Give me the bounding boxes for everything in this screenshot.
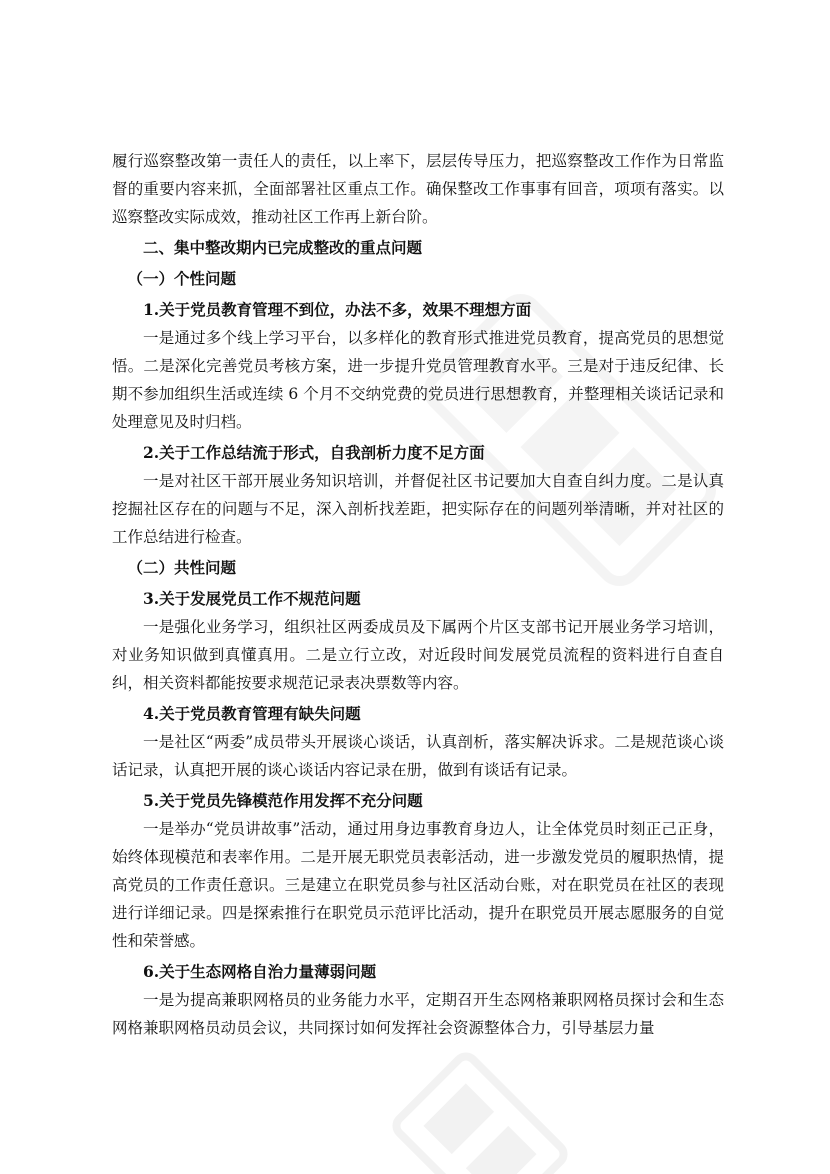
section-heading-completed-issues: 二、集中整改期内已完成整改的重点问题 xyxy=(143,238,423,257)
document-body xyxy=(112,147,724,1042)
paragraph-item-2: 一是对社区干部开展业务知识培训，并督促社区书记要加大自查自纠力度。二是认真挖掘社区存在的问题与不足，深入剖析找差距，把实际存在的问题列举清晰，并对社区的工作总结进行检查。 xyxy=(112,472,724,546)
item-heading-3: 3.关于发展党员工作不规范问题 xyxy=(143,589,361,608)
item-heading-4: 4.关于党员教育管理有缺失问题 xyxy=(143,704,361,723)
item-heading-5: 5.关于党员先锋模范作用发挥不充分问题 xyxy=(143,791,423,810)
subheading-common-issues: （二）共性问题 xyxy=(127,558,237,577)
watermark-stamp xyxy=(381,1041,579,1174)
item-heading-6: 6.关于生态网格自治力量薄弱问题 xyxy=(143,962,377,981)
paragraph-item-4: 一是社区“两委”成员带头开展谈心谈话，认真剖析，落实解决诉求。二是规范谈心谈话记录，认真把开展的谈心谈话内容记录在册，做到有谈话有记录。 xyxy=(112,733,724,779)
paragraph-item-5: 一是举办“党员讲故事”活动，通过用身边事教育身边人，让全体党员时刻正己正身，始终体现模范和表率作用。二是开展无职党员表彰活动，进一步激发党员的履职热情，提高党员的工作责任意识。三是建立在职党员参与社区活动台账，对在职党员在社区的表现进行详细记录。四是探索推行在职党员示范评比活动，提升在职党员开展志愿服务的自觉性和荣誉感。 xyxy=(112,820,724,950)
subheading-individual-issues: （一）个性问题 xyxy=(127,269,237,288)
paragraph-item-6: 一是为提高兼职网格员的业务能力水平，定期召开生态网格兼职网格员探讨会和生态网格兼职网格员动员会议，共同探讨如何发挥社会资源整体合力，引导基层力量 xyxy=(112,991,724,1037)
item-heading-1: 1.关于党员教育管理不到位，办法不多，效果不理想方面 xyxy=(143,300,532,319)
paragraph-item-1: 一是通过多个线上学习平台，以多样化的教育形式推进党员教育，提高党员的思想觉悟。二是深化完善党员考核方案，进一步提升党员管理教育水平。三是对于违反纪律、长期不参加组织生活或连续 6 个月不交纳党费的党员进行思想教育，并整理相关谈话记录和处理意见及时归档。 xyxy=(112,329,724,431)
paragraph-item-3: 一是强化业务学习，组织社区两委成员及下属两个片区支部书记开展业务学习培训，对业务知识做到真懂真用。二是立行立改，对近段时间发展党员流程的资料进行自查自纠，相关资料都能按要求规范记录表决票数等内容。 xyxy=(112,618,724,692)
paragraph-intro-continuation: 履行巡察整改第一责任人的责任，以上率下，层层传导压力，把巡察整改工作作为日常监督的重要内容来抓，全面部署社区重点工作。确保整改工作事事有回音，项项有落实。以巡察整改实际成效，推动社区工作再上新台阶。 xyxy=(112,152,724,226)
item-heading-2: 2.关于工作总结流于形式，自我剖析力度不足方面 xyxy=(143,443,485,462)
